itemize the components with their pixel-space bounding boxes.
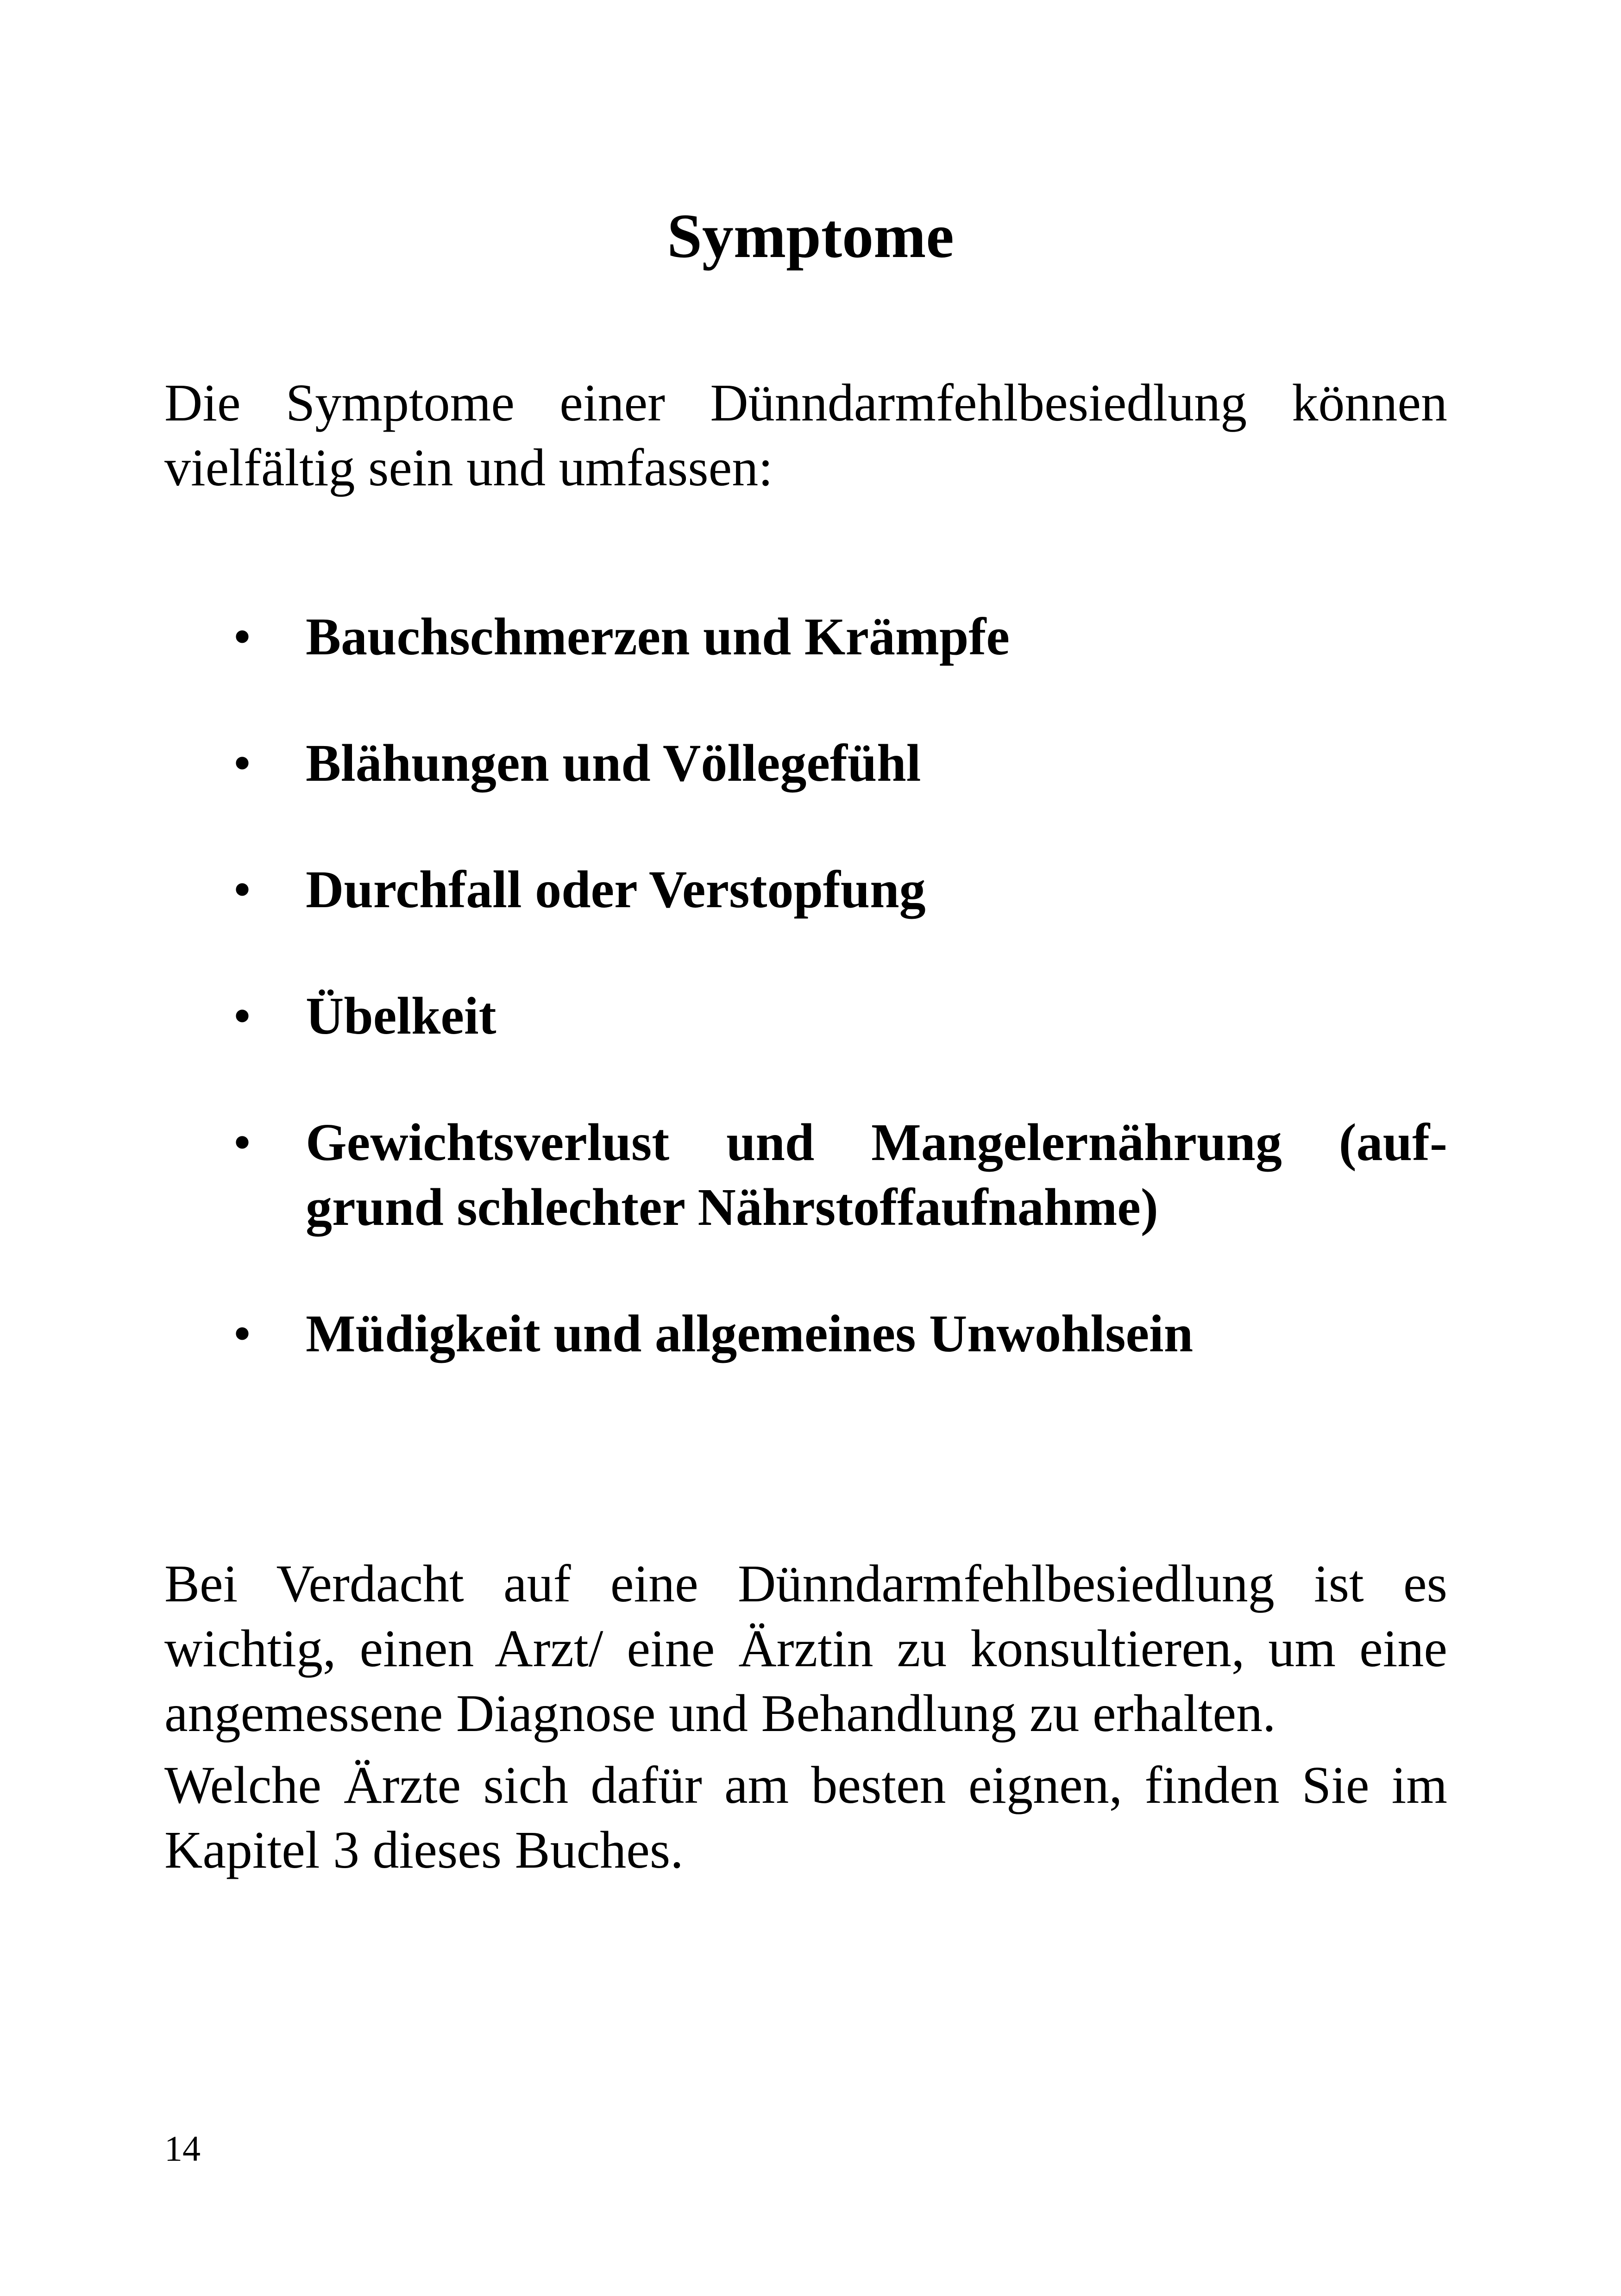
bullet-icon: • — [233, 734, 251, 792]
list-item — [164, 604, 1447, 669]
bullet-icon: • — [233, 1113, 251, 1172]
bullet-icon: • — [233, 860, 251, 919]
list-item — [164, 984, 1447, 1048]
reference-paragraph: Welche Ärzte sich dafür am besten eignen, finden Sie im Kapitel 3 dieses Buches. — [164, 1756, 1447, 1879]
symptom-label: Müdigkeit und allgemeines Unwohlsein — [306, 1304, 1194, 1363]
bullet-icon: • — [233, 986, 251, 1045]
list-item — [164, 731, 1447, 796]
page-title: Symptome — [667, 201, 954, 271]
intro-paragraph: Die Symptome einer Dünndarmfehlbesiedlung können vielfältig sein und umfassen: — [164, 373, 1447, 497]
list-item — [164, 1301, 1447, 1366]
symptom-label: Blähungen und Völlegefühl — [306, 734, 921, 792]
advice-paragraph: Bei Verdacht auf eine Dünndarmfehlbesiedlung ist es wichtig, einen Arzt/ eine Ärztin zu konsultieren, um eine angemessene Diagnose und Behandlung zu erhalten. — [164, 1554, 1447, 1743]
bullet-icon: • — [233, 607, 251, 666]
bullet-icon: • — [233, 1304, 251, 1363]
list-item — [164, 857, 1447, 922]
symptom-label: Gewichtsverlust und Mangelernährung (auf-grund schlechter Nährstoffaufnahme) — [306, 1113, 1447, 1236]
page-number: 14 — [164, 2128, 201, 2169]
symptom-label: Bauchschmerzen und Krämpfe — [306, 607, 1010, 666]
symptom-label: Übelkeit — [306, 986, 496, 1045]
symptom-label: Durchfall oder Verstopfung — [306, 860, 926, 919]
list-item — [164, 1110, 1447, 1240]
symptom-list — [164, 604, 1447, 1428]
